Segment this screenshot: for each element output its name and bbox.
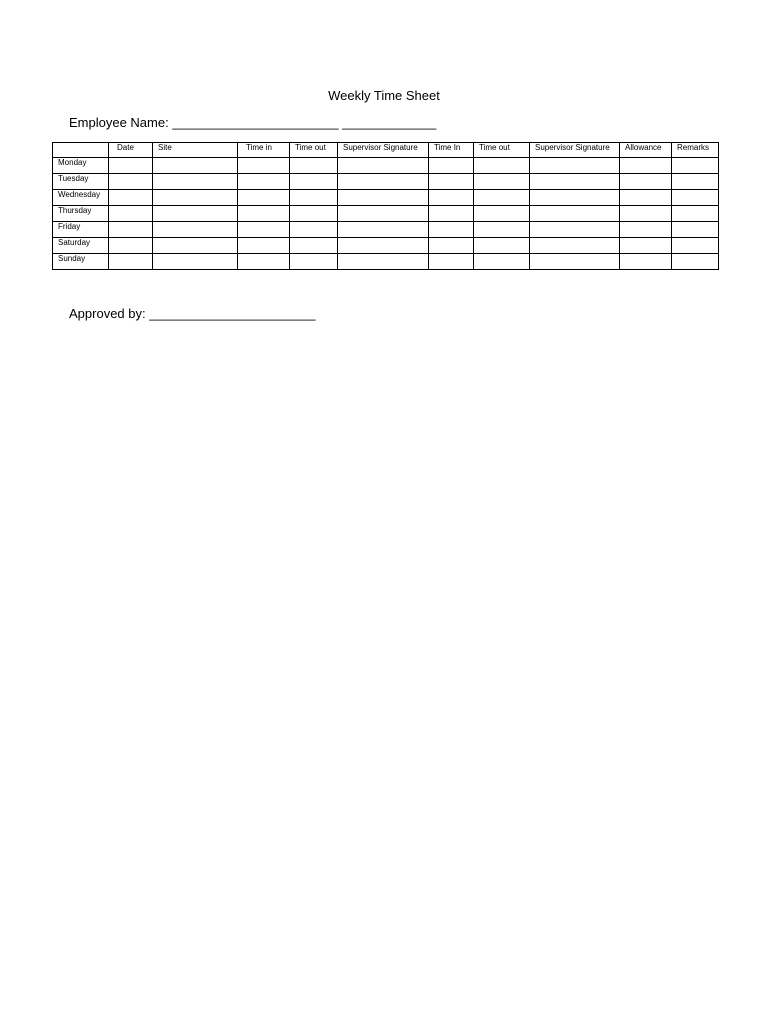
site-cell[interactable] — [153, 158, 238, 174]
time-out-cell[interactable] — [290, 254, 338, 270]
supervisor-signature-cell[interactable] — [338, 158, 429, 174]
supervisor-signature-cell-2[interactable] — [530, 238, 620, 254]
supervisor-signature-cell[interactable] — [338, 254, 429, 270]
time-out-cell-2[interactable] — [474, 190, 530, 206]
header-date: Date — [109, 143, 153, 158]
timesheet-table — [52, 142, 719, 270]
header-allowance: Allowance — [620, 143, 672, 158]
allowance-cell[interactable] — [620, 190, 672, 206]
day-label: Monday — [53, 158, 109, 174]
time-in-cell-2[interactable] — [429, 190, 474, 206]
page-title: Weekly Time Sheet — [328, 88, 440, 103]
time-in-cell[interactable] — [238, 206, 290, 222]
day-label: Friday — [53, 222, 109, 238]
time-in-cell-2[interactable] — [429, 206, 474, 222]
header-supervisor-signature-2: Supervisor Signature — [530, 143, 620, 158]
allowance-cell[interactable] — [620, 254, 672, 270]
supervisor-signature-cell-2[interactable] — [530, 222, 620, 238]
time-out-cell-2[interactable] — [474, 158, 530, 174]
header-remarks: Remarks — [672, 143, 719, 158]
date-cell[interactable] — [109, 238, 153, 254]
time-in-cell-2[interactable] — [429, 222, 474, 238]
date-cell[interactable] — [109, 254, 153, 270]
site-cell[interactable] — [153, 222, 238, 238]
allowance-cell[interactable] — [620, 158, 672, 174]
table-row — [53, 206, 719, 222]
time-out-cell-2[interactable] — [474, 222, 530, 238]
remarks-cell[interactable] — [672, 254, 719, 270]
date-cell[interactable] — [109, 174, 153, 190]
remarks-cell[interactable] — [672, 190, 719, 206]
allowance-cell[interactable] — [620, 206, 672, 222]
remarks-cell[interactable] — [672, 238, 719, 254]
time-out-cell[interactable] — [290, 222, 338, 238]
time-out-cell-2[interactable] — [474, 206, 530, 222]
time-in-cell-2[interactable] — [429, 174, 474, 190]
supervisor-signature-cell-2[interactable] — [530, 158, 620, 174]
table-row — [53, 222, 719, 238]
supervisor-signature-cell-2[interactable] — [530, 190, 620, 206]
time-in-cell[interactable] — [238, 222, 290, 238]
allowance-cell[interactable] — [620, 174, 672, 190]
supervisor-signature-cell-2[interactable] — [530, 174, 620, 190]
header-row — [53, 143, 719, 158]
time-out-cell[interactable] — [290, 158, 338, 174]
approved-by-label: Approved by: — [69, 306, 146, 321]
header-time-out: Time out — [290, 143, 338, 158]
time-out-cell[interactable] — [290, 238, 338, 254]
remarks-cell[interactable] — [672, 158, 719, 174]
time-out-cell[interactable] — [290, 174, 338, 190]
time-out-cell-2[interactable] — [474, 238, 530, 254]
time-out-cell[interactable] — [290, 190, 338, 206]
allowance-cell[interactable] — [620, 222, 672, 238]
employee-name-blank[interactable]: _______________________ _____________ — [172, 115, 437, 130]
allowance-cell[interactable] — [620, 238, 672, 254]
table-row — [53, 190, 719, 206]
day-label: Tuesday — [53, 174, 109, 190]
site-cell[interactable] — [153, 190, 238, 206]
date-cell[interactable] — [109, 222, 153, 238]
site-cell[interactable] — [153, 206, 238, 222]
day-label: Sunday — [53, 254, 109, 270]
header-day — [53, 143, 109, 158]
table-row — [53, 174, 719, 190]
site-cell[interactable] — [153, 174, 238, 190]
site-cell[interactable] — [153, 254, 238, 270]
time-out-cell-2[interactable] — [474, 254, 530, 270]
table-row — [53, 158, 719, 174]
header-site: Site — [153, 143, 238, 158]
supervisor-signature-cell[interactable] — [338, 174, 429, 190]
table-row — [53, 238, 719, 254]
employee-name-label: Employee Name: — [69, 115, 169, 130]
remarks-cell[interactable] — [672, 206, 719, 222]
time-in-cell[interactable] — [238, 174, 290, 190]
header-time-in: Time in — [238, 143, 290, 158]
day-label: Thursday — [53, 206, 109, 222]
time-in-cell-2[interactable] — [429, 238, 474, 254]
day-label: Saturday — [53, 238, 109, 254]
table-row — [53, 254, 719, 270]
supervisor-signature-cell[interactable] — [338, 238, 429, 254]
day-label: Wednesday — [53, 190, 109, 206]
time-in-cell[interactable] — [238, 158, 290, 174]
time-in-cell[interactable] — [238, 238, 290, 254]
approved-by-line — [69, 306, 316, 321]
supervisor-signature-cell[interactable] — [338, 206, 429, 222]
time-in-cell[interactable] — [238, 190, 290, 206]
time-out-cell[interactable] — [290, 206, 338, 222]
supervisor-signature-cell-2[interactable] — [530, 254, 620, 270]
time-in-cell[interactable] — [238, 254, 290, 270]
approved-by-blank[interactable]: _______________________ — [149, 306, 316, 321]
date-cell[interactable] — [109, 206, 153, 222]
time-in-cell-2[interactable] — [429, 254, 474, 270]
date-cell[interactable] — [109, 158, 153, 174]
employee-name-line — [69, 115, 436, 130]
time-out-cell-2[interactable] — [474, 174, 530, 190]
supervisor-signature-cell[interactable] — [338, 190, 429, 206]
remarks-cell[interactable] — [672, 174, 719, 190]
supervisor-signature-cell-2[interactable] — [530, 206, 620, 222]
supervisor-signature-cell[interactable] — [338, 222, 429, 238]
date-cell[interactable] — [109, 190, 153, 206]
header-supervisor-signature: Supervisor Signature — [338, 143, 429, 158]
header-time-out-2: Time out — [474, 143, 530, 158]
time-in-cell-2[interactable] — [429, 158, 474, 174]
header-time-in-2: Time In — [429, 143, 474, 158]
remarks-cell[interactable] — [672, 222, 719, 238]
site-cell[interactable] — [153, 238, 238, 254]
